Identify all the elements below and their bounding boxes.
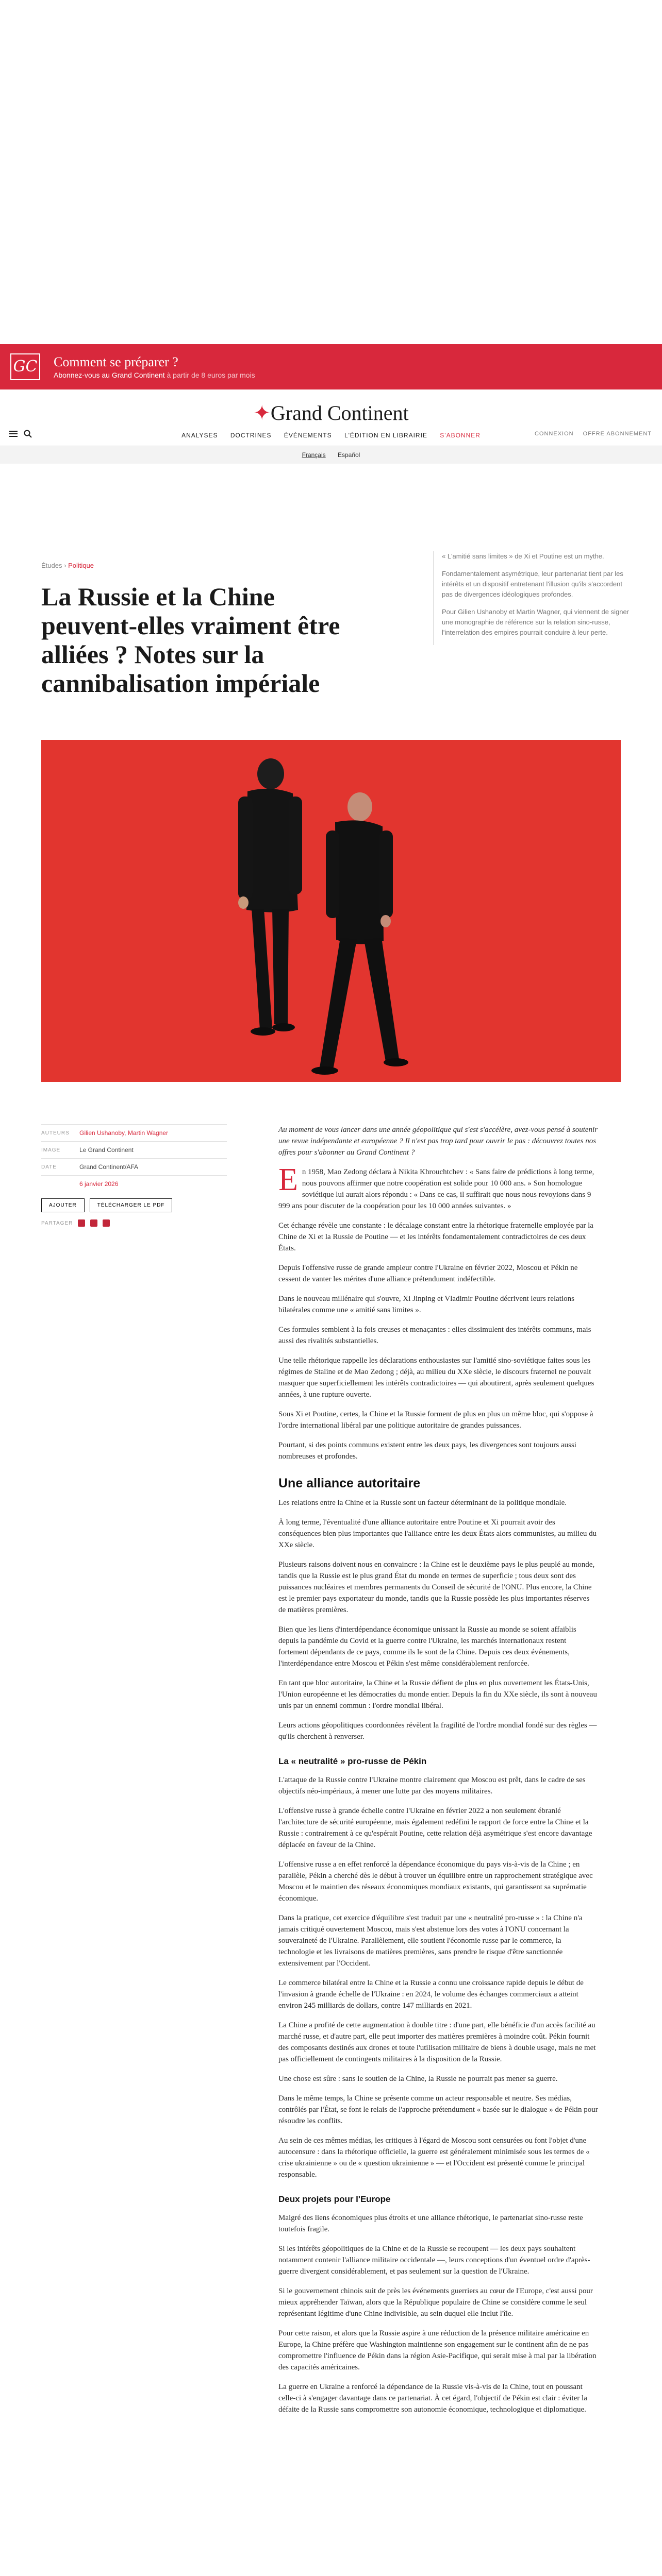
- breadcrumb-studies[interactable]: Études: [41, 562, 62, 569]
- subscribe-intro[interactable]: Au moment de vous lancer dans une année géopolitique qui s'est s'accélère, avez-vous pensé à soutenir une revue indépendante et européenne ? Il n'est pas trop tard pour ouvrir le pas : découvrez toutes nos offres pour s'abonner au Grand Continent ?: [278, 1126, 598, 1157]
- paragraph: En tant que bloc autoritaire, la Chine et la Russie défient de plus en plus ouvertement les États-Unis, l'Union européenne et les démocraties du monde entier. Depuis la fin du XXe siècle, ils sont à nouveau unis par un ennemi commun : l'ordre mondial libéral.: [278, 1679, 597, 1710]
- linkedin-icon[interactable]: [103, 1219, 110, 1227]
- login-link[interactable]: CONNEXION: [534, 431, 574, 437]
- paragraph: Plusieurs raisons doivent nous en convaincre : la Chine est le deuxième pays le plus peuplé au monde, tandis que la Russie est le plus grand État du monde en termes de superficie ; tous deux sont des puissances nucléaires et membres permanents du Conseil de sécurité de l'ONU. Plus encore, la Chine est le premier pays exportateur du monde, tandis que la Russie possède les plus importantes réserves de matières premières.: [278, 1561, 595, 1614]
- site-header: [0, 389, 662, 446]
- gc-logo: GC: [10, 353, 40, 380]
- nav-subscribe[interactable]: S'ABONNER: [440, 432, 481, 439]
- language-bar: [0, 446, 662, 464]
- meta-date: 6 janvier 2026: [79, 1180, 119, 1188]
- paragraph: Au sein de ces mêmes médias, les critiques à l'égard de Moscou sont censurées ou font l'objet d'une autocensure : dans la rhétorique officielle, la guerre est généralement minimisée sous les termes de « crise ukrainienne » ou de « question ukrainienne » — et l'Occident est présenté comme le principal responsable.: [278, 2137, 590, 2179]
- article-body: [278, 1124, 598, 2424]
- meta-authors-row: AUTEURS Gilien Ushanoby, Martin Wagner: [41, 1124, 227, 1141]
- facebook-icon[interactable]: [90, 1219, 97, 1227]
- share-bar: [41, 1219, 227, 1227]
- xi-putin-illustration: [41, 740, 621, 1082]
- nav-edition[interactable]: L'ÉDITION EN LIBRAIRIE: [344, 432, 427, 439]
- paragraph: Les relations entre la Chine et la Russie sont un facteur déterminant de la politique mondiale.: [278, 1499, 567, 1507]
- brand-logo[interactable]: ✦Grand Continent: [253, 401, 409, 425]
- nav-evenements[interactable]: ÉVÉNEMENTS: [284, 432, 332, 439]
- paragraph: La Chine a profité de cette augmentation à double titre : d'une part, elle bénéficie d'un accès facilité au marché russe, et d'autre part, elle peut importer des matières premières à moindre coût. Pékin fournit des composants destinés aux drones et toute l'utilisation militaire de biens à double usage, mais ne met pas officiellement de contingents militaires à la disposition de la Russie.: [278, 2021, 596, 2063]
- nav-doctrines[interactable]: DOCTRINES: [230, 432, 272, 439]
- paragraph: Dans le même temps, la Chine se présente comme un acteur responsable et neutre. Ses médias, contrôlés par l'État, se font le relais de l'approche prétendument « basée sur le dialogue » de Pékin pour résoudre les conflits.: [278, 2094, 598, 2125]
- breadcrumb: Études › Politique: [41, 562, 94, 569]
- paragraph: L'attaque de la Russie contre l'Ukraine montre clairement que Moscou est prêt, dans le cadre de ses objectifs néo-impériaux, à mener une lutte par des moyens militaires.: [278, 1776, 586, 1795]
- paragraph: Une chose est sûre : sans le soutien de la Chine, la Russie ne pourrait pas mener sa guerre.: [278, 2075, 558, 2083]
- promo-subtitle: Abonnez-vous au Grand Continent à partir de 8 euros par mois: [54, 371, 255, 379]
- download-pdf-button[interactable]: TÉLÉCHARGER LE PDF: [90, 1198, 173, 1212]
- subsection-heading: Deux projets pour l'Europe: [278, 2194, 391, 2204]
- article-summary: « L'amitié sans limites » de Xi et Poutine est un mythe. Fondamentalement asymétrique, leur partenariat tient par les intérêts et un dispositif entretenant l'illusion qu'ils s'accordent pas de divergences idéologiques profondes. Pour Gilien Ushanoby et Martin Wagner, qui viennent de signer une monographie de référence sur la relation sino-russe, l'interrelation des empires pourrait conduire à leur perte.: [433, 551, 629, 645]
- share-label: PARTAGER: [41, 1220, 73, 1226]
- paragraph: Le commerce bilatéral entre la Chine et la Russie a connu une croissance rapide depuis le début de l'invasion à grande échelle de l'Ukraine : en 2024, le volume des échanges commerciaux a atteint environ 245 milliards de dollars, contre 147 milliards en 2021.: [278, 1979, 584, 2010]
- twitter-icon[interactable]: [78, 1219, 85, 1227]
- nav-analyses[interactable]: ANALYSES: [181, 432, 218, 439]
- breadcrumb-politics[interactable]: Politique: [68, 562, 94, 569]
- paragraph: Bien que les liens d'interdépendance économique unissant la Russie au monde se soient affaiblis depuis la pandémie du Covid et la guerre contre l'Ukraine, les marchés internationaux restent fortement dépendants de ce pays, comme ils le sont de la Chine. Depuis ces deux événements, l'interdépendance entre Moscou et Pékin s'est même considérablement renforcée.: [278, 1625, 576, 1668]
- add-button[interactable]: AJOUTER: [41, 1198, 85, 1212]
- meta-date-row: [41, 1175, 227, 1192]
- paragraph: À long terme, l'éventualité d'une alliance autoritaire entre Poutine et Xi pourrait avoir des conséquences bien plus importantes que l'alliance entre les deux États alors communistes, au milieu du XXe siècle.: [278, 1518, 597, 1549]
- paragraph: Dans la pratique, cet exercice d'équilibre s'est traduit par une « neutralité pro-russe » : la Chine n'a jamais critiqué ouvertement Moscou, mais s'est abstenue lors des votes à l'ONU concernant la souveraineté de l'Ukraine. Parallèlement, elle soutient l'économie russe par le commerce, la technologie et les livraisons de matières premières, sans prendre le risque d'être sanctionnée extensivement par l'Occident.: [278, 1914, 583, 1968]
- paragraph: En 1958, Mao Zedong déclara à Nikita Khrouchtchev : « Sans faire de prédictions à long terme, nous pouvons affirmer que notre coopération est solide pour 10 000 ans. » Son homologue soviétique lui aurait alors répondu : « Dans ce cas, il suffirait que nous nous revoyions dans 9 999 ans pour discuter de la coopération pour les 10 000 années suivantes. »: [278, 1162, 594, 1210]
- promo-title: Comment se préparer ?: [54, 354, 178, 369]
- paragraph: La guerre en Ukraine a renforcé la dépendance de la Russie vis-à-vis de la Chine, tout en poussant celle-ci à s'engager davantage dans ce partenariat. À cet égard, l'objectif de Pékin est clair : éviter la défaite de la Russie sans compromettre son autonomie économique, technologique et diplomatique.: [278, 2383, 587, 2414]
- meta-actions: [41, 1198, 227, 1212]
- hero-image: [41, 740, 621, 1082]
- paragraph: L'offensive russe a en effet renforcé la dépendance économique du pays vis-à-vis de la Chine ; en parallèle, Pékin a cherché dès le début à trouver un équilibre entre un rapprochement stratégique avec Moscou et le maintien des réseaux économiques mondiaux existants, qui garantissent sa suprématie économique.: [278, 1860, 593, 1903]
- subscription-offer-link[interactable]: OFFRE ABONNEMENT: [583, 431, 652, 437]
- paragraph: L'offensive russe à grande échelle contre l'Ukraine en février 2022 a non seulement ébranlé l'architecture de sécurité européenne, mais également redéfini le rapport de force entre la Chine et la Russie : contrairement à ce qu'espérait Poutine, cette relation déjà asymétrique s'est encore davantage déplacée en faveur de la Chine.: [278, 1807, 592, 1849]
- meta-authors[interactable]: Gilien Ushanoby, Martin Wagner: [79, 1129, 169, 1137]
- paragraph: Une telle rhétorique rappelle les déclarations enthousiastes sur l'amitié sino-soviétique faites sous les régimes de Staline et de Mao Zedong ; déjà, au milieu du XXe siècle, le discours fraternel ne pouvait masquer que superficiellement les intérêts contradictoires — qui aboutirent, après seulement quelques années, à une rupture ouverte.: [278, 1357, 594, 1399]
- paragraph: Depuis l'offensive russe de grande ampleur contre l'Ukraine en février 2022, Moscou et Pékin ne cessent de vanter les mérites d'une alliance prétendument indéfectible.: [278, 1264, 578, 1283]
- promo-banner[interactable]: [0, 344, 662, 389]
- paragraph: Leurs actions géopolitiques coordonnées révèlent la fragilité de l'ordre mondial fondé sur des règles — qu'ils cherchent à renverser.: [278, 1721, 597, 1741]
- paragraph: Si les intérêts géopolitiques de la Chine et de la Russie se recoupent — les deux pays souhaitent notamment contenir l'alliance militaire occidentale —, leurs conceptions d'un éventuel ordre d'après-guerre divergent considérablement, et pas seulement sur la question de l'Ukraine.: [278, 2245, 590, 2276]
- subsection-heading: La « neutralité » pro-russe de Pékin: [278, 1756, 427, 1766]
- section-heading: Une alliance autoritaire: [278, 1476, 421, 1490]
- page-title: La Russie et la Chine peuvent-elles vraiment être alliées ? Notes sur la cannibalisation impériale: [41, 582, 340, 698]
- header-account: [527, 431, 652, 437]
- paragraph: Malgré des liens économiques plus étroits et une alliance rhétorique, le partenariat sino-russe reste toutefois fragile.: [278, 2214, 583, 2233]
- paragraph: Sous Xi et Poutine, certes, la Chine et la Russie forment de plus en plus un même bloc, qui s'oppose à l'ordre international libéral par une politique autoritaire de grandes puissances.: [278, 1410, 593, 1430]
- meta-image-row: IMAGE Le Grand Continent: [41, 1141, 227, 1158]
- article-meta: [41, 1124, 227, 1227]
- paragraph: Cet échange révèle une constante : le décalage constant entre la rhétorique fraternelle employée par la Chine de Xi et la Russie de Poutine — et les intérêts fondamentalement contradictoires de ces deux États.: [278, 1222, 593, 1252]
- paragraph: Dans le nouveau millénaire qui s'ouvre, Xi Jinping et Vladimir Poutine décrivent leurs relations bilatérales comme une « amitié sans limites ».: [278, 1295, 574, 1314]
- paragraph: Si le gouvernement chinois suit de près les événements guerriers au cœur de l'Europe, c'est aussi pour mieux appréhender Taïwan, alors que la République populaire de Chine se considère comme le seul représentant légitime d'une Chine indivisible, au sein duquel elle inclut l'île.: [278, 2287, 593, 2318]
- lang-fr[interactable]: Français: [302, 451, 326, 459]
- paragraph: Pourtant, si des points communs existent entre les deux pays, les divergences sont toujours aussi nombreuses et profondes.: [278, 1441, 576, 1461]
- paragraph: Pour cette raison, et alors que la Russie aspire à une réduction de la présence militaire américaine en Europe, la Chine préfère que Washington maintienne son engagement sur le continent afin de ne pas compromettre l'influence de Pékin dans la région Asie-Pacifique, qui serait mise à mal par la libération des capacités américaines.: [278, 2329, 597, 2371]
- lang-es[interactable]: Español: [337, 451, 360, 459]
- paragraph: Ces formules semblent à la fois creuses et menaçantes : elles dissimulent des intérêts communs, mais aussi des rivalités substantielles.: [278, 1326, 591, 1345]
- meta-credit-row: DATE Grand Continent/AFA: [41, 1158, 227, 1175]
